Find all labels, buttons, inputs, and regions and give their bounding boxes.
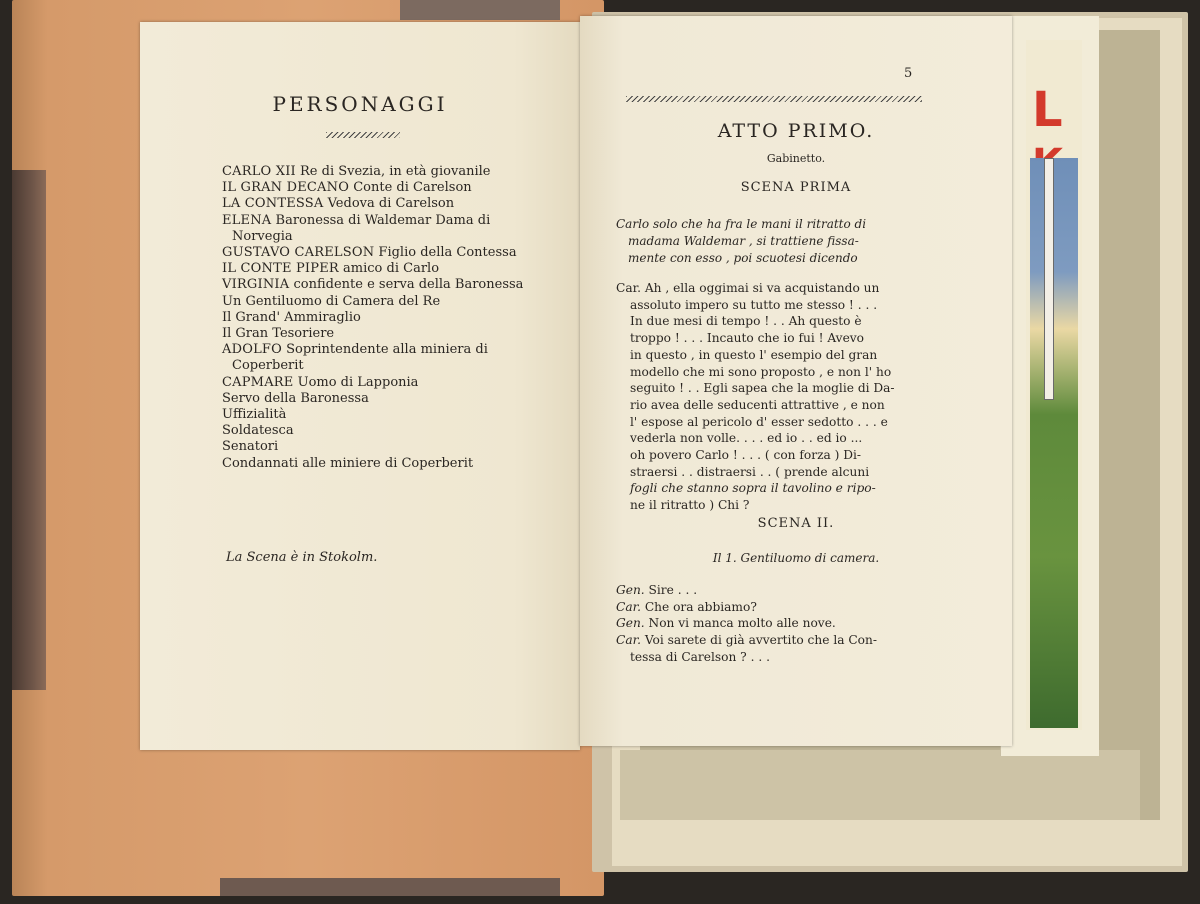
page-number: 5 bbox=[904, 66, 913, 81]
cast-item: ADOLFO Soprintendente alla miniera di bbox=[222, 342, 488, 358]
right-page bbox=[580, 16, 1012, 746]
poster-letter-1: L bbox=[1032, 82, 1063, 138]
cast-item: Norvegia bbox=[232, 228, 293, 244]
setting-label: Gabinetto. bbox=[766, 152, 826, 165]
act-title: ATTO PRIMO. bbox=[717, 120, 875, 142]
cast-item: Condannati alle miniere di Coperberit bbox=[222, 455, 474, 471]
dialogue-line: Car. Voi sarete di già avvertito che la Con- bbox=[616, 633, 877, 648]
left-page bbox=[140, 22, 580, 750]
dialogue-block bbox=[616, 582, 938, 666]
cover-bottom-leather bbox=[220, 878, 560, 896]
cast-item: ELENA Baronessa di Waldemar Dama di bbox=[222, 212, 491, 228]
dialogue-line: Car. Che ora abbiamo? bbox=[616, 599, 757, 614]
cast-item: IL GRAN DECANO Conte di Carelson bbox=[222, 180, 472, 196]
stage-direction: Carlo solo che ha fra le mani il ritratto di madama Waldemar , si trattiene fissa- mente con esso , poi scuotesi dicendo bbox=[616, 217, 867, 265]
cast-item: Soldatesca bbox=[222, 423, 294, 439]
cast-item: Il Grand' Ammiraglio bbox=[222, 309, 361, 325]
dialogue-line: Gen. Sire . . . bbox=[616, 583, 698, 597]
ornament-divider bbox=[326, 132, 400, 138]
cast-item: Senatori bbox=[222, 439, 279, 455]
cast-item: Servo della Baronessa bbox=[222, 390, 369, 406]
cover-corner-leather bbox=[400, 0, 560, 20]
poster-illustration bbox=[1030, 158, 1078, 728]
cast-list bbox=[222, 164, 542, 472]
cast-item: GUSTAVO CARELSON Figlio della Contessa bbox=[222, 245, 517, 261]
cast-item: CAPMARE Uomo di Lapponia bbox=[222, 374, 419, 390]
poster-fragment bbox=[1026, 40, 1082, 730]
cast-item: Un Gentiluomo di Camera del Re bbox=[222, 293, 441, 309]
dialogue-line: tessa di Carelson ? . . . bbox=[630, 649, 770, 664]
ornament-divider bbox=[626, 96, 922, 102]
book-spine bbox=[12, 170, 46, 690]
stage-direction: Il 1. Gentiluomo di camera. bbox=[712, 551, 880, 565]
cast-item: CARLO XII Re di Svezia, in età giovanile bbox=[222, 164, 491, 179]
dialogue-line: Gen. Non vi manca molto alle nove. bbox=[616, 616, 836, 631]
scene-location: La Scena è in Stokolm. bbox=[226, 550, 378, 565]
scene-title: SCENA II. bbox=[757, 516, 835, 531]
page-title: PERSONAGGI bbox=[272, 92, 448, 116]
cast-item: LA CONTESSA Vedova di Carelson bbox=[222, 196, 455, 212]
scene-title: SCENA PRIMA bbox=[740, 180, 852, 195]
speech-block: Car. Ah , ella oggimai si va acquistando un assoluto impero su tutto me stesso ! . . . In due mesi di tempo ! . . Ah questo è troppo ! . . . Incauto che io fui ! Avevo in questo , in questo l' esempio del gran modello che mi sono proposto , e non l' ho seguito ! . . Egli sapea che la moglie di Da- rio avea delle seducenti attrattive , e non l' espose al pericolo d' esser sedotto . . . e vederla non volle. . . . ed io . . ed io ... oh povero Carlo ! . . . ( con forza ) Di- straersi . . distraersi . . ( prende alcuni fogli che stanno sopra il tavolino e ripo- ne il ritratto ) Chi ? bbox=[616, 281, 895, 513]
cast-item: VIRGINIA confidente e serva della Baronessa bbox=[222, 277, 524, 293]
cast-item: IL CONTE PIPER amico di Carlo bbox=[222, 261, 440, 277]
cast-item: Uffizialità bbox=[222, 407, 287, 423]
lower-sheet bbox=[620, 750, 1140, 820]
cast-item: Il Gran Tesoriere bbox=[222, 326, 335, 342]
cast-item: Coperberit bbox=[232, 358, 304, 374]
